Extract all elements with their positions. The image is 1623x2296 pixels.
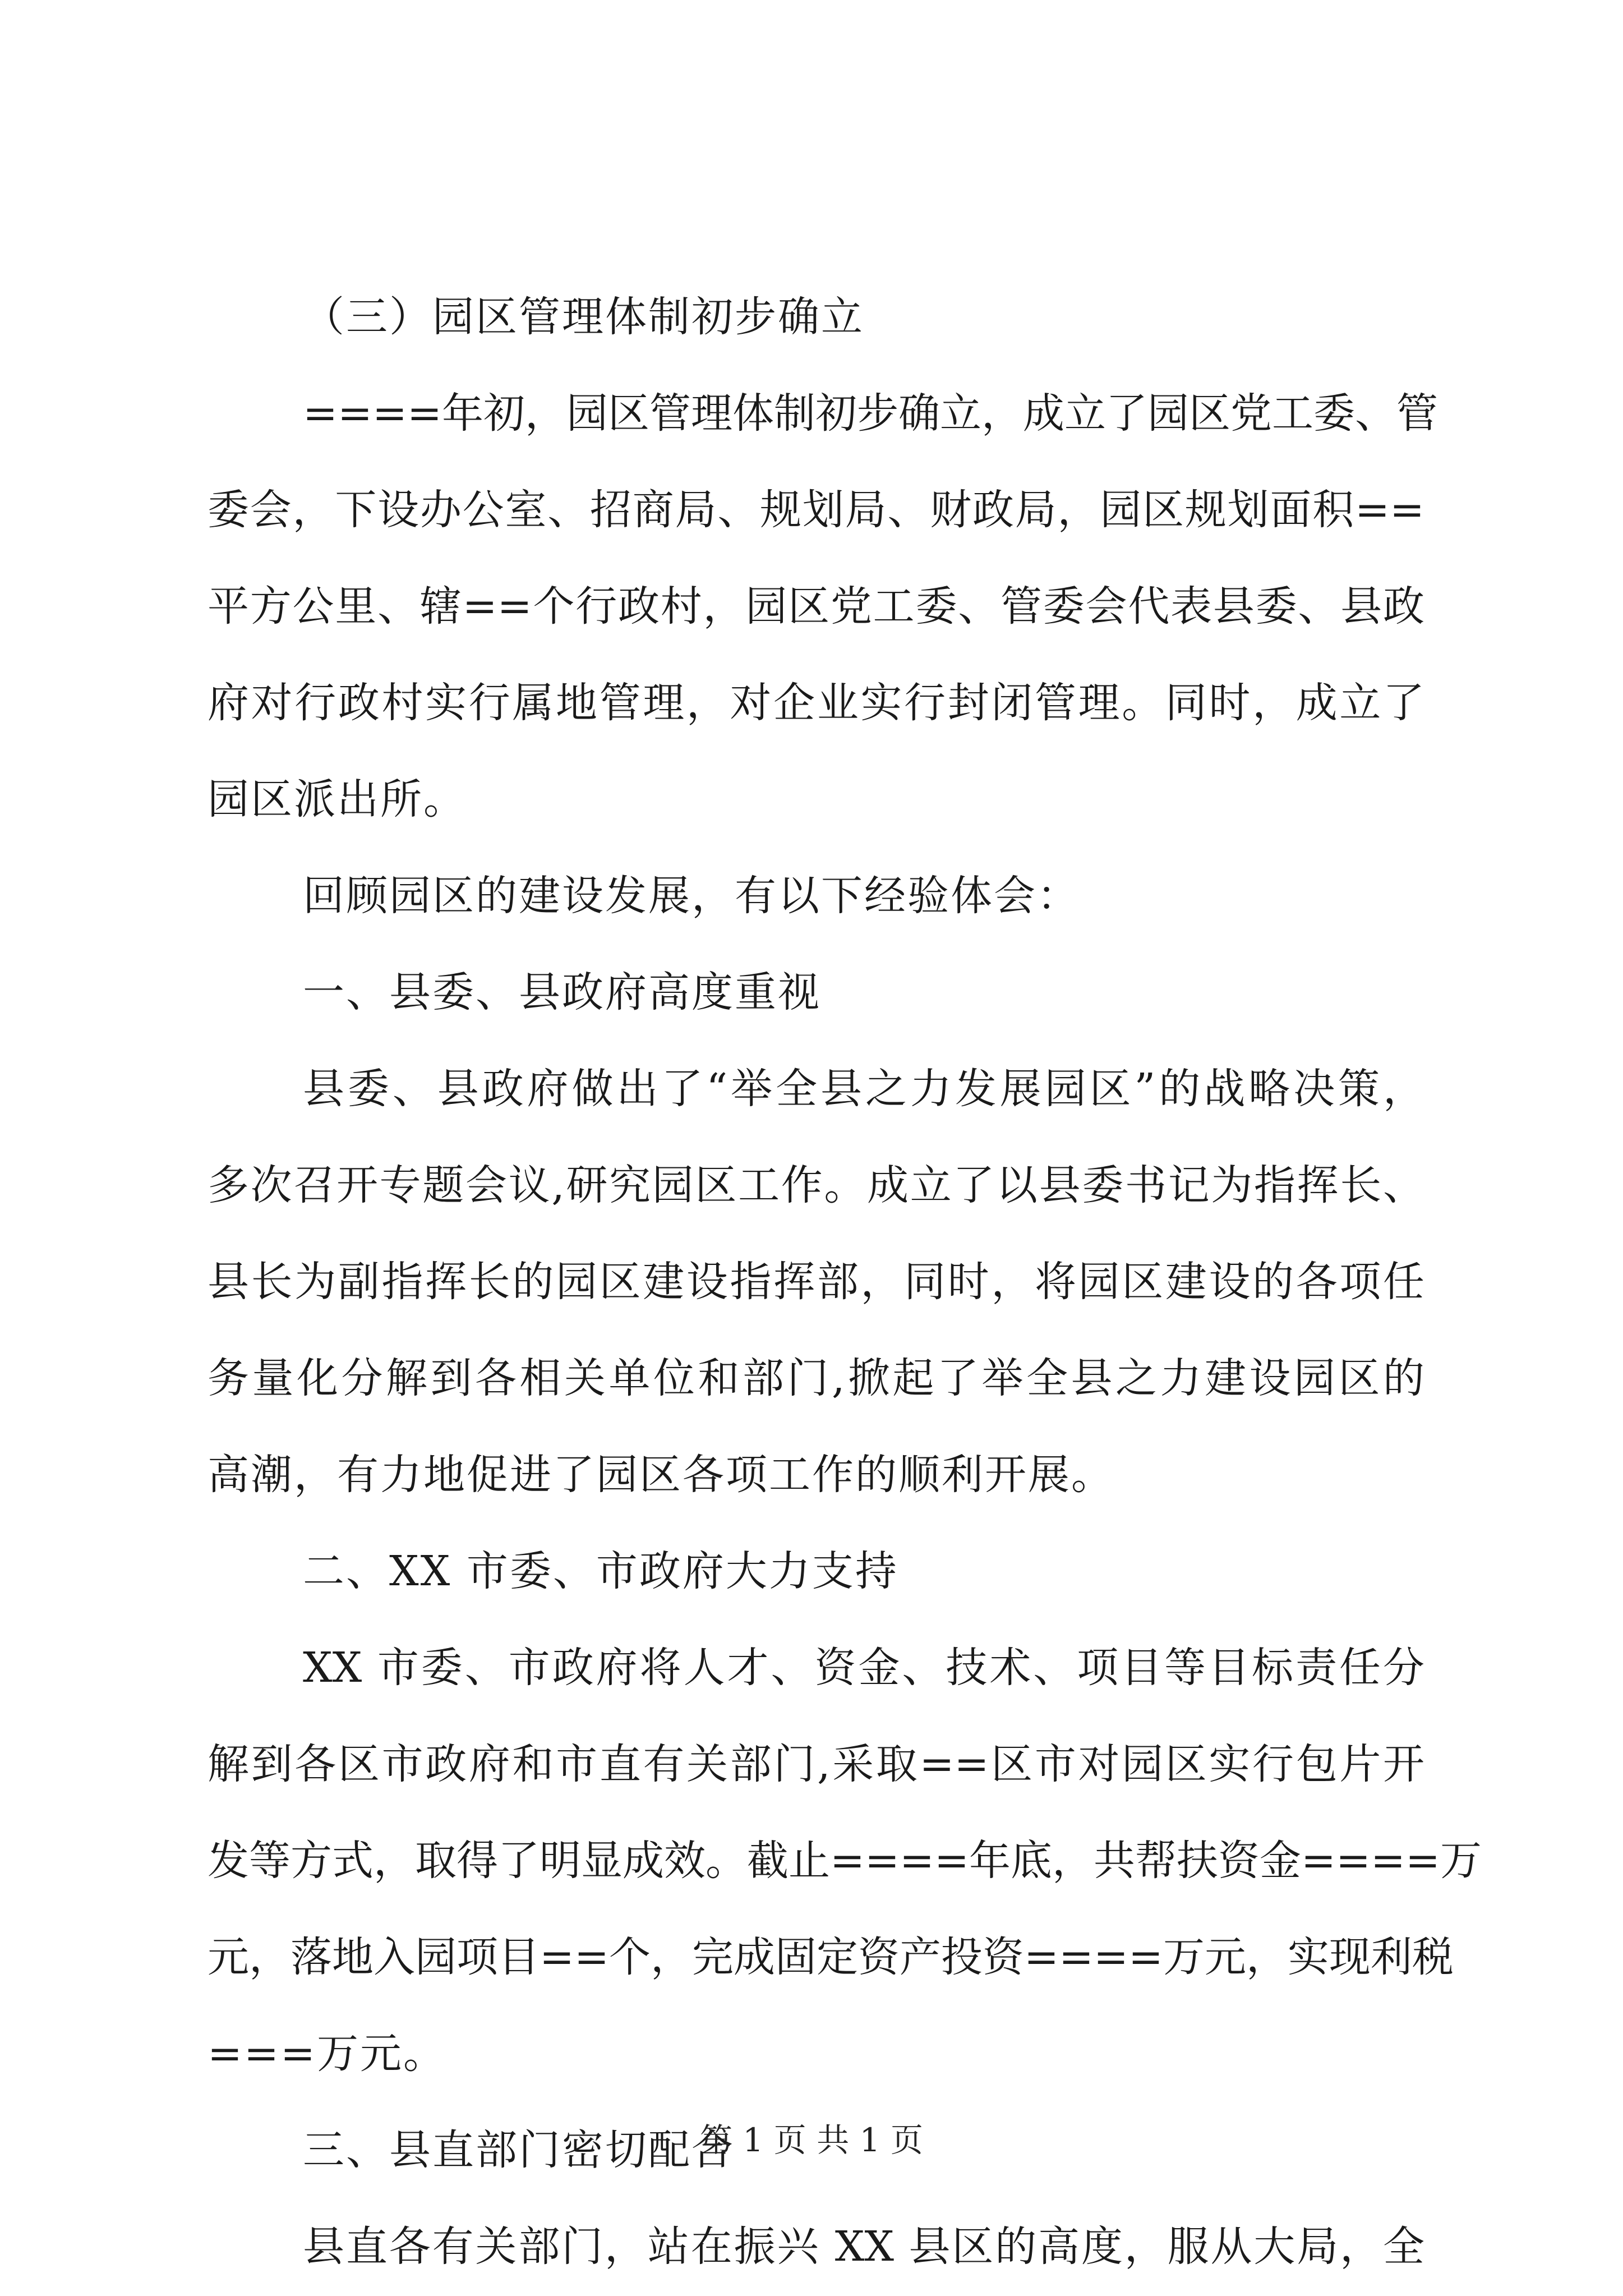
paragraph-line: 园区派出所。 (208, 775, 467, 823)
paragraph-line: 委会，下设办公室、招商局、规划局、财政局，园区规划面积== (208, 486, 1424, 534)
paragraph-line: 多次召开专题会议,研究园区工作。成立了以县委书记为指挥长、 (208, 1161, 1424, 1209)
paragraph-line: ===万元。 (208, 2030, 447, 2078)
paragraph-line: 务量化分解到各相关单位和部门,掀起了举全县之力建设园区的 (208, 1354, 1424, 1402)
paragraph-line: 回顾园区的建设发展，有以下经验体会： (303, 872, 1080, 920)
paragraph-line: 府对行政村实行属地管理，对企业实行封闭管理。同时，成立了 (208, 679, 1424, 727)
paragraph-line: 县委、县政府做出了“举全县之力发展园区”的战略决策， (303, 1065, 1424, 1113)
paragraph-line: 解到各区市政府和市直有关部门,采取==区市对园区实行包片开 (208, 1740, 1424, 1788)
paragraph-line: 元，落地入园项目==个，完成固定资产投资====万元，实现利税 (208, 1933, 1454, 1981)
section-heading-2: 二、XX 市委、市政府大力支持 (303, 1547, 898, 1595)
paragraph-line: 县直各有关部门，站在振兴 XX 县区的高度，服从大局，全 (303, 2223, 1424, 2271)
paragraph-line: 县长为副指挥长的园区建设指挥部，同时，将园区建设的各项任 (208, 1258, 1424, 1306)
section-heading-1: 一、县委、县政府高度重视 (303, 968, 821, 1016)
page-footer: 第 1 页 共 1 页 (700, 2121, 923, 2159)
paragraph-line: 平方公里、辖==个行政村，园区党工委、管委会代表县委、县政 (208, 582, 1424, 631)
paragraph-line: XX 市委、市政府将人才、资金、技术、项目等目标责任分 (303, 1644, 1424, 1692)
paragraph-line: ====年初，园区管理体制初步确立，成立了园区党工委、管 (303, 389, 1438, 438)
section-heading-3: （三）园区管理体制初步确立 (303, 293, 864, 341)
paragraph-line: 发等方式，取得了明显成效。截止====年底，共帮扶资金====万 (208, 1837, 1482, 1885)
paragraph-line: 高潮，有力地促进了园区各项工作的顺利开展。 (208, 1451, 1114, 1499)
section-heading-3b: 三、县直部门密切配合 (303, 2126, 735, 2174)
